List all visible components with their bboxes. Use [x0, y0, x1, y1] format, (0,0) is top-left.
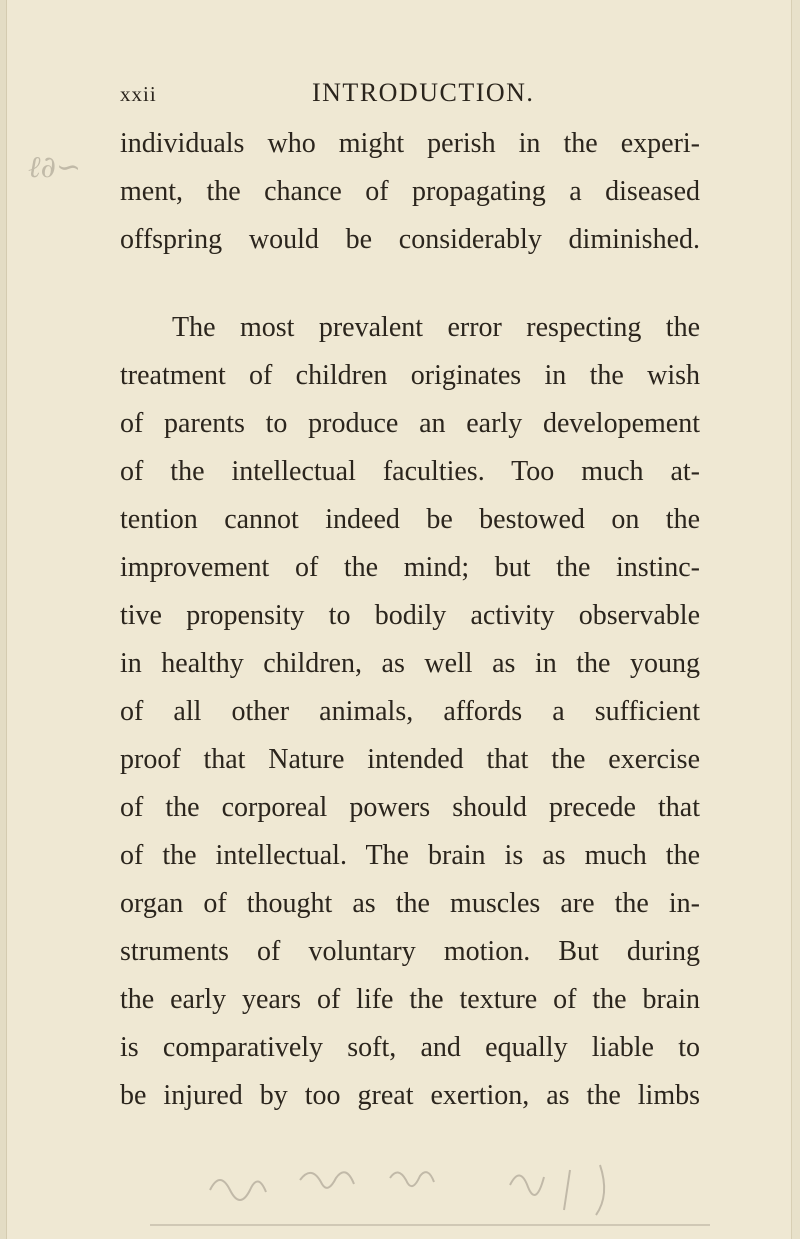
running-head [120, 78, 680, 110]
text-line: of parents to produce an early developement [120, 408, 700, 439]
text-line: proof that Nature intended that the exercise [120, 744, 700, 775]
text-line: individuals who might perish in the experi- [120, 128, 700, 159]
text-line: is comparatively soft, and equally liable to [120, 1032, 700, 1063]
page-left-edge [0, 0, 7, 1239]
text-line: treatment of children originates in the wish [120, 360, 700, 391]
running-head-title: INTRODUCTION. [312, 78, 535, 107]
text-line: The most prevalent error respecting the [172, 312, 700, 343]
paragraph-gap [120, 264, 700, 304]
page-number: xxii [120, 82, 157, 106]
text-line: tive propensity to bodily activity observable [120, 600, 700, 631]
text-line: tention cannot indeed be bestowed on the [120, 504, 700, 535]
body-text [120, 120, 700, 1120]
text-line: be injured by too great exertion, as the limbs [120, 1080, 700, 1111]
text-line: of the corporeal powers should precede that [120, 792, 700, 823]
text-line: improvement of the mind; but the instinc- [120, 552, 700, 583]
text-line: ment, the chance of propagating a diseased [120, 176, 700, 207]
handwritten-scribble [150, 1140, 710, 1230]
text-line: in healthy children, as well as in the young [120, 648, 700, 679]
text-line: the early years of life the texture of the brain [120, 984, 700, 1015]
text-line: offspring would be considerably diminished. [120, 224, 700, 255]
marginal-pencil-mark: ℓ∂∽ [28, 150, 82, 185]
text-line: struments of voluntary motion. But during [120, 936, 700, 967]
page-right-edge [791, 0, 800, 1239]
text-line: of all other animals, affords a sufficient [120, 696, 700, 727]
text-line: of the intellectual. The brain is as much the [120, 840, 700, 871]
text-line: organ of thought as the muscles are the in- [120, 888, 700, 919]
paragraph [120, 120, 700, 264]
paragraph [120, 304, 700, 1120]
text-line: of the intellectual faculties. Too much at- [120, 456, 700, 487]
